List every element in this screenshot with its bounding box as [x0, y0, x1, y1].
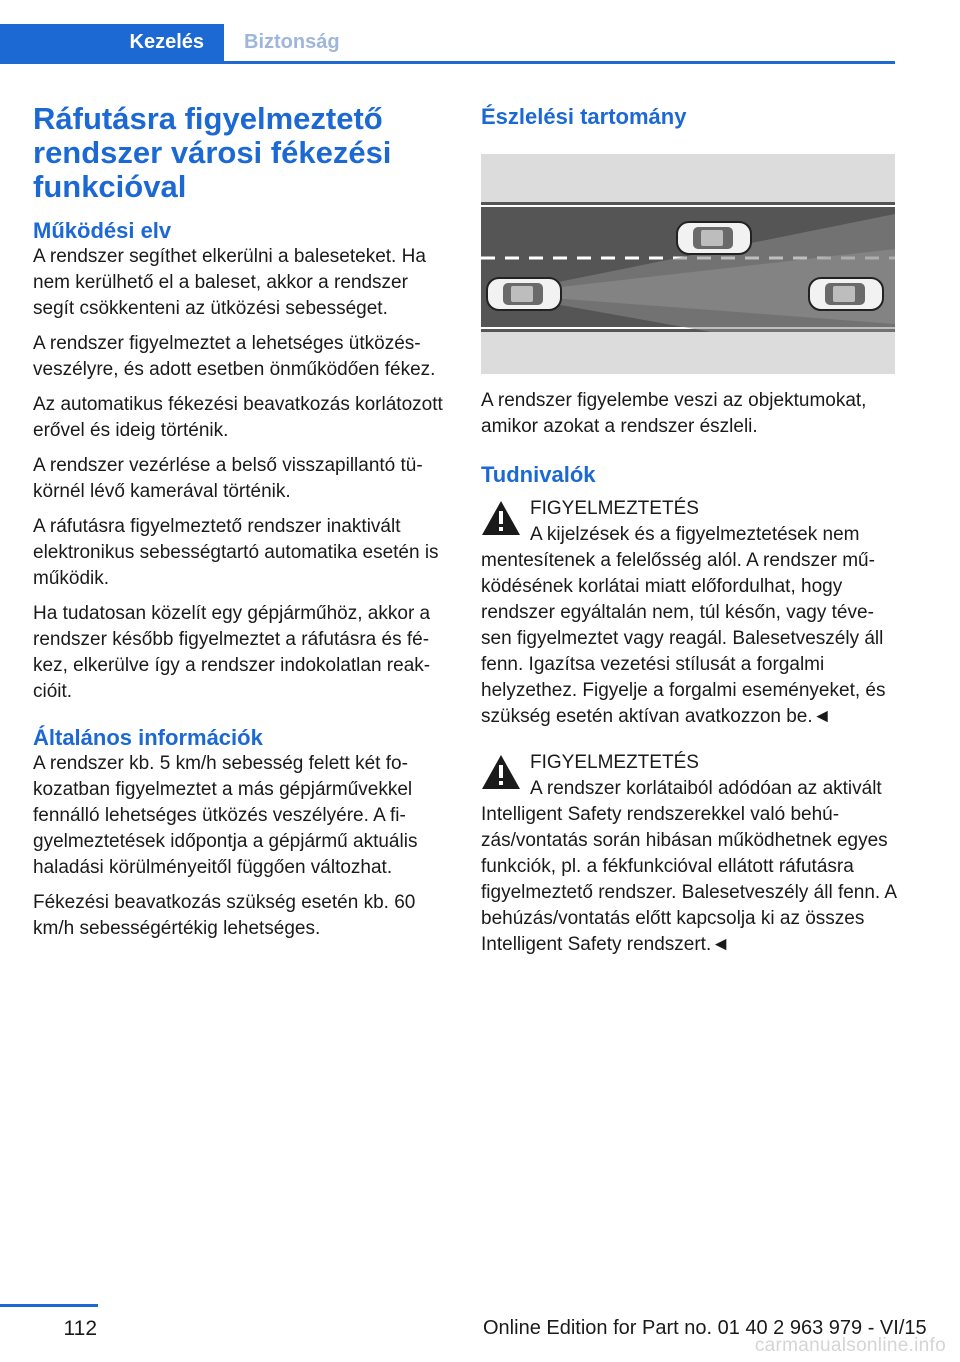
edition-text: Online Edition for Part no. 01 40 2 963 979 - VI/15 — [483, 1317, 927, 1339]
figure-caption: A rendszer figyelembe veszi az objektumokat, amikor azokat a rendszer észleli. — [481, 390, 867, 437]
paragraph: A ráfutásra figyelmeztető rendszer inaktivált elektronikus sebességtartó automatika esetén is működik. — [33, 516, 439, 589]
paragraph: Ha tudatosan közelít egy gépjárműhöz, akkor a rendszer később figyelmeztet a ráfutásra és fékez, elkerülve így a rendszer indokolatlan reakcióit. — [33, 603, 431, 702]
left-column — [33, 102, 451, 951]
car-top-view-icon — [809, 278, 883, 310]
section-heading: Általános információk — [33, 725, 263, 750]
detection-range-figure — [481, 154, 895, 374]
tab-kezeles[interactable]: Kezelés — [0, 24, 224, 61]
page-title: Ráfutásra figyelmeztető rendszer városi fékezési funkcióval — [33, 101, 392, 204]
section-heading: Működési elv — [33, 218, 172, 243]
header-tab-bar — [0, 24, 895, 64]
road-illustration — [481, 154, 895, 374]
paragraph: A rendszer figyelmeztet a lehetséges ütközésveszélyre, és adott esetben önműködően fékez. — [33, 333, 436, 380]
section-tudnivalok — [481, 462, 897, 958]
footer-accent-line — [0, 1304, 98, 1307]
car-top-view-icon — [677, 222, 751, 254]
warning-title: FIGYELMEZTETÉS — [530, 498, 699, 519]
warning-block — [481, 750, 897, 958]
paragraph: A rendszer segíthet elkerülni a baleseteket. Ha nem kerülhető el a baleset, akkor a rendszer segít csökkenteni az ütközési sebességet. — [33, 246, 426, 319]
paragraph: A rendszer kb. 5 km/h sebesség felett két fokozatban figyelmeztet a más gépjárművekkel fennálló lehetséges ütközés veszélyére. A figyelmeztetések időpontja a gépjármű aktuális haladási körülményeitől függően változhat. — [33, 753, 418, 878]
section-heading: Tudnivalók — [481, 462, 596, 487]
warning-block — [481, 496, 897, 730]
warning-title: FIGYELMEZTETÉS — [530, 752, 699, 773]
warning-triangle-icon — [481, 754, 521, 790]
page-number: 112 — [63, 1317, 97, 1340]
watermark-text: carmanualsonline.info — [754, 1335, 946, 1356]
paragraph: A rendszer vezérlése a belső visszapillantó tükörnél lévő kamerával történik. — [33, 455, 423, 502]
paragraph: Az automatikus fékezési beavatkozás korlátozott erővel és ideig történik. — [33, 394, 443, 441]
right-column — [481, 102, 897, 958]
section-mukodesi-elv — [33, 218, 451, 705]
car-top-view-icon — [487, 278, 561, 310]
paragraph: Fékezési beavatkozás szükség esetén kb. 60 km/h sebességértékig lehetséges. — [33, 892, 416, 939]
section-heading: Észlelési tartomány — [481, 104, 687, 129]
section-altalanos-informaciok — [33, 725, 451, 942]
tab-biztonsag[interactable]: Biztonság — [244, 31, 340, 53]
warning-text: A rendszer korlátaiból adódóan az aktivált Intelligent Safety rendszerekkel való behúzás/vontatás során hibásan működhetnek egyes funkciók, pl. a fékfunkcióval ellátott ráfutásra figyelmeztető rendszer. Balesetveszély áll fenn. A behúzás/vontatás előtt kapcsolja ki az összes Intelligent Safety rendszert.◄ — [481, 778, 897, 955]
warning-text: A kijelzések és a figyelmeztetések nem mentesítenek a felelősség alól. A rendszer működésének korlátai miatt előfordulhat, hogy rendszer egyáltalán nem, túl későn, vagy tévesen figyelmeztet vagy reagál. Balesetveszély áll fenn. Igazítsa vezetési stílusát a forgalmi helyzethez. Figyelje a forgalmi eseményeket, és szükség esetén aktívan avatkozzon be.◄ — [481, 524, 886, 727]
warning-triangle-icon — [481, 500, 521, 536]
